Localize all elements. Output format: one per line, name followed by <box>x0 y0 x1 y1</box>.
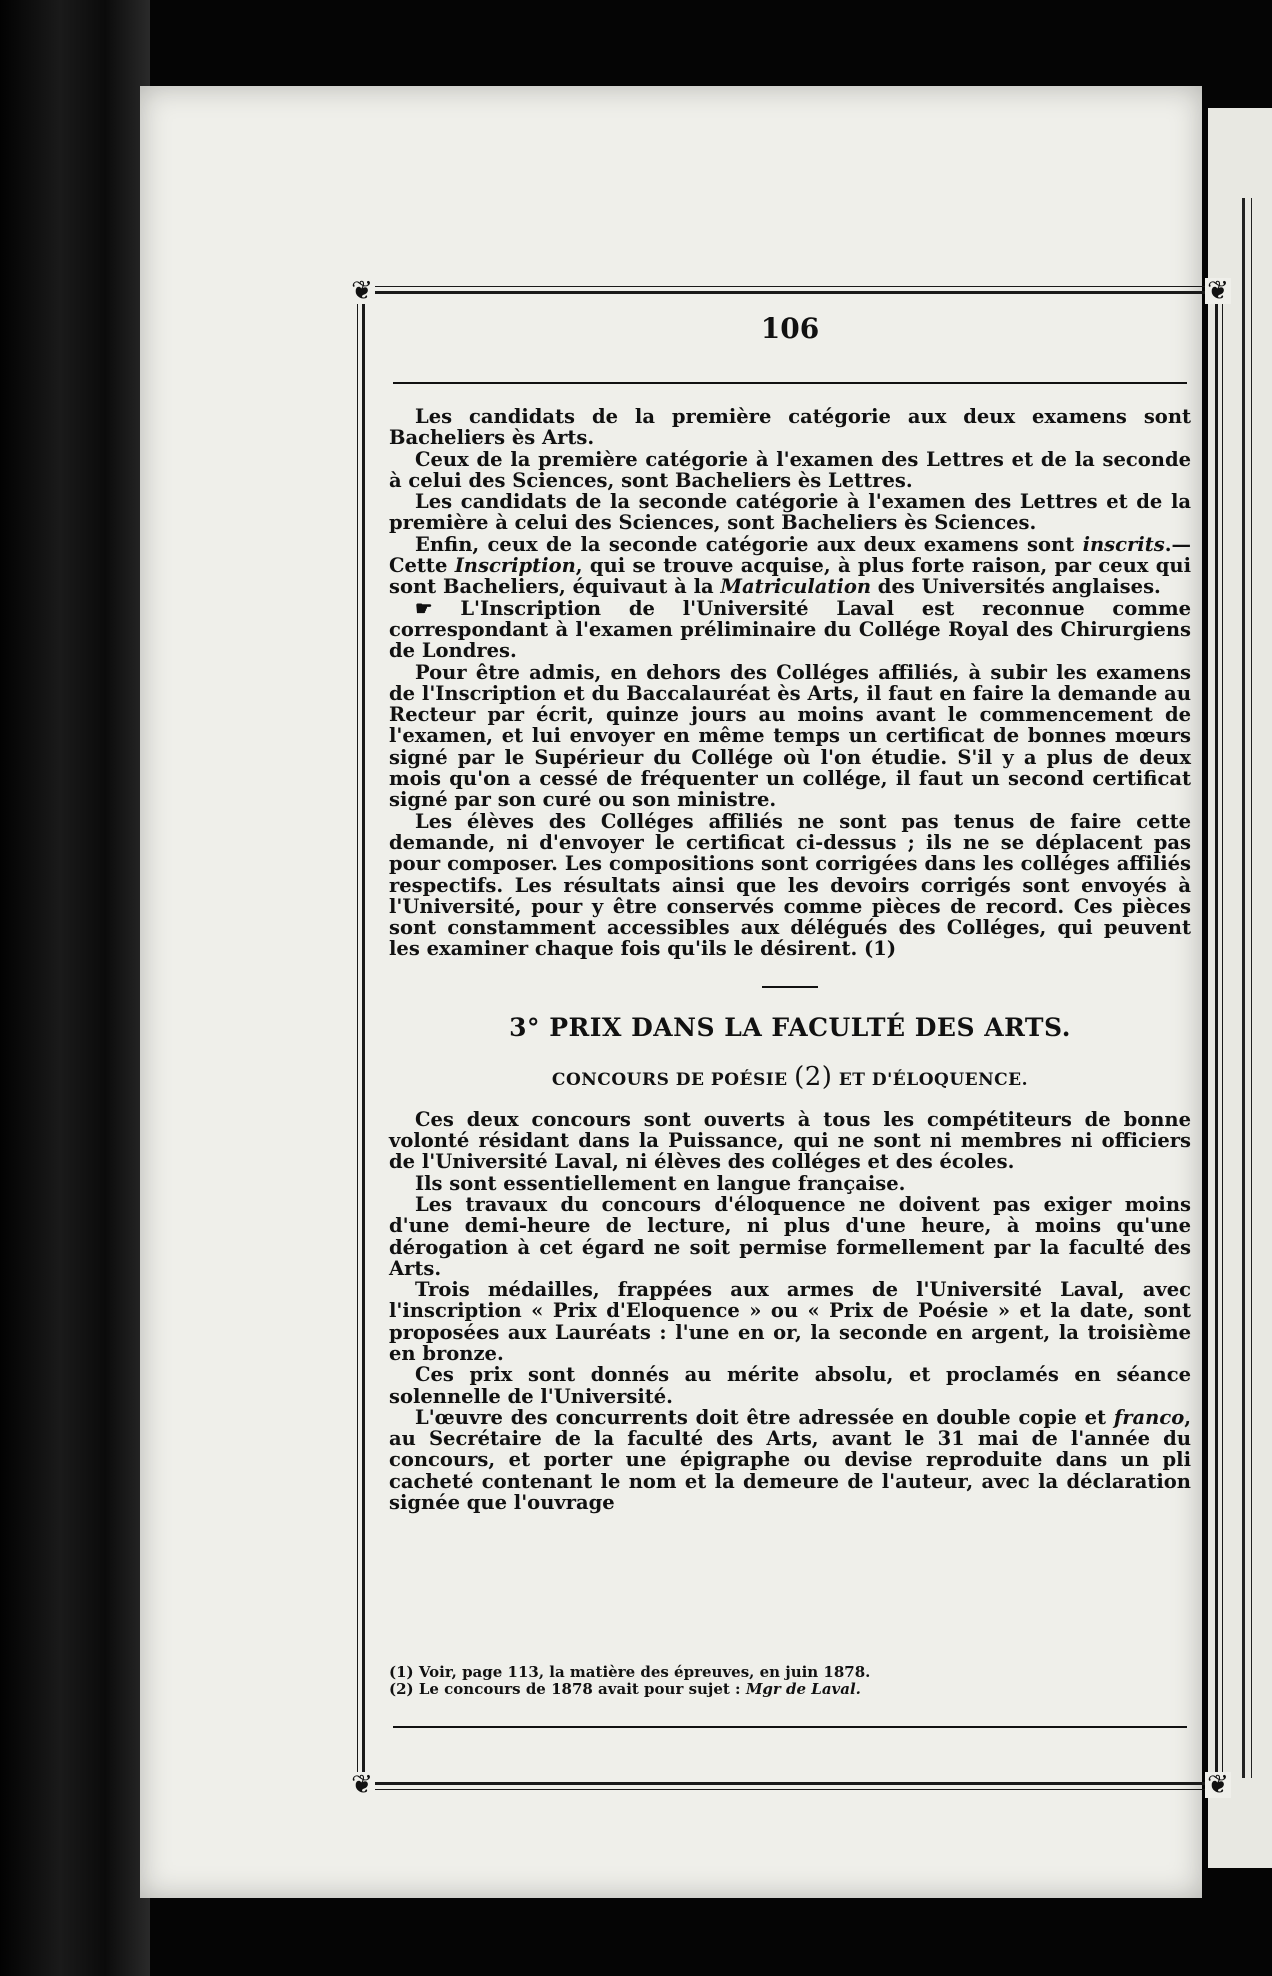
paragraph: Pour être admis, en dehors des Colléges affiliés, à subir les examens de l'Inscription et du Baccalauréat ès Arts, il faut en faire la demande au Recteur par écrit, quinze jours au moins avant le commencement de l'examen, et lui envoyer en même temps un certificat de bonnes mœurs signé par le Supérieur du Collége où l'on étudie. S'il y a plus de deux mois qu'on a cessé de fréquenter un collége, il faut un second certificat signé par son curé ou son ministre. <box>389 660 1191 812</box>
paragraph: Les élèves des Colléges affiliés ne sont pas tenus de faire cette demande, ni d'envoyer le certificat ci-dessus ; ils ne se déplacent pas pour composer. Les compositions sont corrigées dans les colléges affiliés respectifs. Les résultats ainsi que les devoirs corrigés sont envoyés à l'Université, pour y être conservés comme pièces de record. Ces pièces sont constamment accessibles aux délégués des Colléges, qui peuvent les examiner chaque fois qu'ils le désirent. (1) <box>389 809 1191 961</box>
paragraph: Trois médailles, frappées aux armes de l'Université Laval, avec l'inscription « Prix d'Eloquence » ou « Prix de Poésie » et la date, sont proposées aux Lauréats : l'une en or, la seconde en argent, la troisième en bronze. <box>389 1278 1191 1365</box>
text-run: ET D'ÉLOQUENCE. <box>832 1069 1029 1090</box>
paragraph: Ces deux concours sont ouverts à tous les compétiteurs de bonne volonté résidant dans la Puissance, qui ne sont ni membres ni officiers de l'Université Laval, ni élèves des colléges et des écoles. <box>389 1107 1191 1174</box>
paragraph-inscrits <box>389 534 1191 598</box>
scanned-page <box>140 86 1229 1898</box>
bottom-rule <box>393 1726 1187 1728</box>
text-run: (2) Le concours de 1878 avait pour sujet : <box>389 1680 746 1698</box>
text-run: Enfin, ceux de la seconde catégorie aux deux examens sont <box>415 532 1083 556</box>
corner-ornament-icon: ❦ <box>349 1772 375 1798</box>
section-title: 3° PRIX DANS LA FACULTÉ DES ARTS. <box>509 1012 1071 1042</box>
paragraph: Les candidats de la seconde catégorie à l'examen des Lettres et de la première à celui des Sciences, sont Bacheliers ès Sciences. <box>389 490 1191 535</box>
paragraph-franco <box>389 1407 1191 1513</box>
footnote <box>389 1681 1191 1698</box>
italic-term: Inscription <box>454 554 576 578</box>
paragraph: Ceux de la première catégorie à l'examen des Lettres et de la seconde à celui des Sciences, sont Bacheliers ès Lettres. <box>389 447 1191 492</box>
footnote-ref: (2) <box>794 1061 833 1092</box>
italic-term: franco <box>1113 1405 1185 1429</box>
corner-ornament-icon: ❦ <box>1205 1772 1231 1798</box>
header-rule <box>393 382 1187 384</box>
subsection-title <box>389 1062 1191 1095</box>
paragraph: Ces prix sont donnés au mérite absolu, et proclamés en séance solennelle de l'Université. <box>389 1363 1191 1408</box>
footnotes <box>389 1664 1191 1698</box>
body-text <box>389 406 1191 1513</box>
text-run: L'œuvre des concurrents doit être adressée en double copie et <box>415 1405 1114 1429</box>
text-run: CONCOURS DE POÉSIE <box>551 1069 795 1090</box>
pointing-hand-icon: ☛ <box>415 596 433 620</box>
text-run: L'Inscription de l'Université Laval est reconnue comme correspondant à l'examen préliminaire du Collége Royal des Chirurgiens de Londres. <box>389 596 1191 663</box>
text-run: , qui se trouve acquise, à plus forte raison, par ceux qui sont Bacheliers, équivaut à la <box>389 554 1191 599</box>
section-divider <box>762 986 818 988</box>
paragraph: Les candidats de la première catégorie aux deux examens sont Bacheliers ès Arts. <box>389 405 1191 450</box>
paragraph: Ils sont essentiellement en langue française. <box>415 1171 906 1195</box>
italic-term: Mgr de Laval. <box>745 1680 861 1698</box>
corner-ornament-icon: ❦ <box>1205 278 1231 304</box>
paragraph-note <box>389 598 1191 662</box>
italic-term: Matriculation <box>720 575 872 599</box>
text-run: .— Cette <box>389 532 1191 578</box>
paragraph: Les travaux du concours d'éloquence ne doivent pas exiger moins d'une demi-heure de lecture, ni plus d'une heure, à moins qu'une dérogation à cet égard ne soit permise formellement par la faculté des Arts. <box>389 1192 1191 1280</box>
footnote: (1) Voir, page 113, la matière des épreuves, en juin 1878. <box>389 1663 871 1681</box>
book-spine-shadow <box>0 0 150 1976</box>
corner-ornament-icon: ❦ <box>349 278 375 304</box>
text-run: , au Secrétaire de la faculté des Arts, avant le 31 mai de l'année du concours, et porter une épigraphe ou devise reproduite dans un pli cacheté contenant le nom et la demeure de l'auteur, avec la déclaration signée que l'ouvrage <box>389 1405 1191 1515</box>
text-run: des Universités anglaises. <box>871 575 1161 599</box>
page-border-frame <box>351 276 1229 1800</box>
page-number: 106 <box>760 312 820 345</box>
italic-term: inscrits <box>1082 532 1165 556</box>
